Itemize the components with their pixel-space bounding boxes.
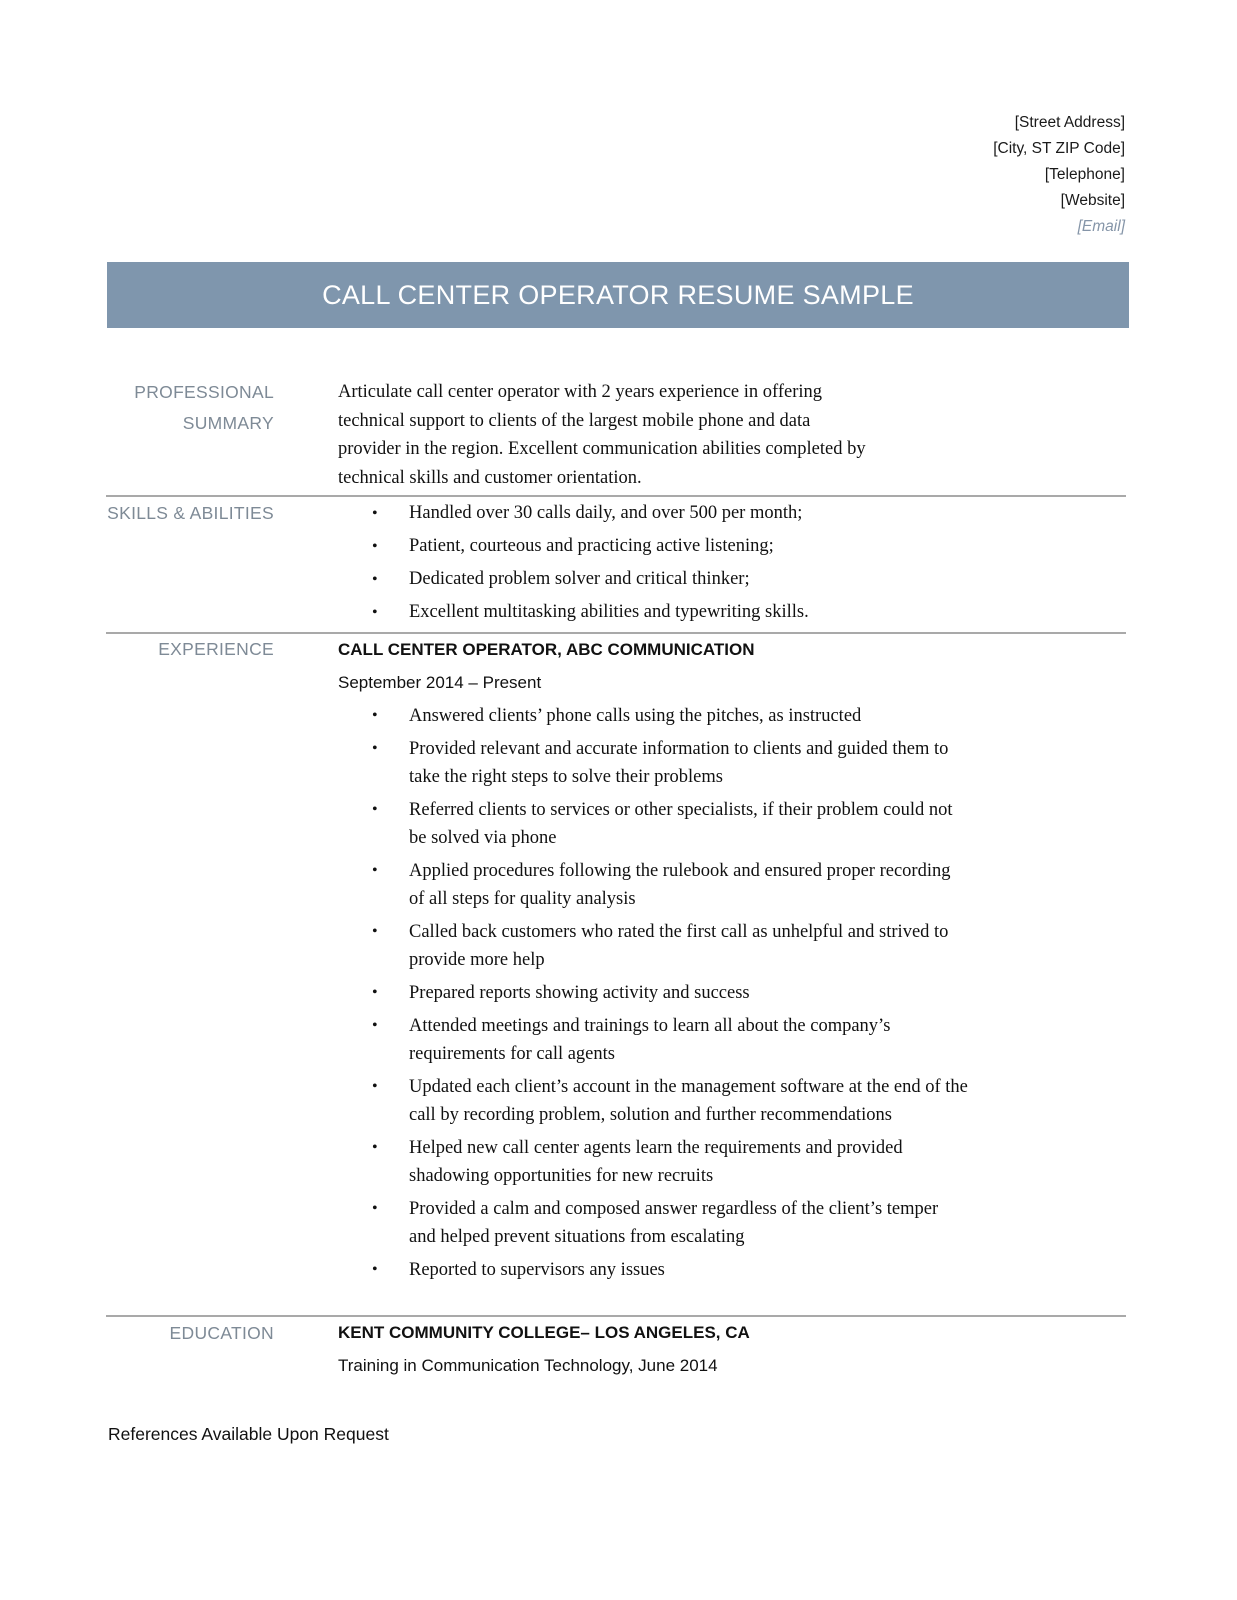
list-item: • Referred clients to services or other specialists, if their problem could not be solved via phone bbox=[372, 796, 969, 852]
skills-list bbox=[372, 497, 809, 629]
telephone: [Telephone] bbox=[1044, 166, 1125, 183]
label-line: PROFESSIONAL bbox=[134, 382, 274, 402]
document-title: CALL CENTER OPERATOR RESUME SAMPLE bbox=[322, 279, 914, 310]
list-item: • Answered clients’ phone calls using the pitches, as instructed bbox=[372, 702, 969, 730]
website: [Website] bbox=[1060, 192, 1125, 209]
list-item: • Prepared reports showing activity and success bbox=[372, 979, 969, 1007]
experience-list bbox=[372, 702, 969, 1289]
list-item: • Handled over 30 calls daily, and over 500 per month; bbox=[372, 497, 809, 530]
section-label-education: EDUCATION bbox=[169, 1323, 274, 1343]
job-title: CALL CENTER OPERATOR, ABC COMMUNICATION bbox=[338, 640, 755, 659]
list-item: • Excellent multitasking abilities and typewriting skills. bbox=[372, 596, 809, 629]
contact-block bbox=[993, 110, 1125, 240]
references-note: References Available Upon Request bbox=[108, 1424, 389, 1444]
list-item: • Provided a calm and composed answer regardless of the client’s temper and helped prevent situations from escalating bbox=[372, 1195, 969, 1251]
summary-line: provider in the region. Excellent communication abilities completed by bbox=[338, 439, 866, 459]
list-item: • Called back customers who rated the first call as unhelpful and strived to provide more help bbox=[372, 918, 969, 974]
city-state-zip: [City, ST ZIP Code] bbox=[993, 140, 1125, 157]
section-label-experience: EXPERIENCE bbox=[158, 639, 274, 659]
job-dates: September 2014 – Present bbox=[338, 673, 542, 692]
section-label-professional-summary bbox=[106, 377, 274, 439]
section-divider bbox=[106, 1315, 1126, 1317]
list-item: • Updated each client’s account in the management software at the end of the call by recording problem, solution and further recommendations bbox=[372, 1073, 969, 1129]
street-address: [Street Address] bbox=[1014, 114, 1125, 131]
school-name: KENT COMMUNITY COLLEGE– LOS ANGELES, CA bbox=[338, 1323, 750, 1342]
list-item: • Attended meetings and trainings to learn all about the company’s requirements for call agents bbox=[372, 1012, 969, 1068]
summary-line: Articulate call center operator with 2 years experience in offering bbox=[338, 382, 823, 402]
education-detail: Training in Communication Technology, June 2014 bbox=[338, 1356, 718, 1375]
title-banner bbox=[107, 262, 1129, 328]
list-item: • Helped new call center agents learn the requirements and provided shadowing opportunities for new recruits bbox=[372, 1134, 969, 1190]
list-item: • Dedicated problem solver and critical thinker; bbox=[372, 563, 809, 596]
summary-line: technical skills and customer orientation. bbox=[338, 467, 642, 488]
summary-text bbox=[338, 378, 866, 492]
email: [Email] bbox=[1077, 218, 1125, 235]
summary-line: technical support to clients of the largest mobile phone and data bbox=[338, 410, 811, 431]
list-item: • Provided relevant and accurate information to clients and guided them to take the right steps to solve their problems bbox=[372, 735, 969, 791]
label-line: SUMMARY bbox=[182, 413, 274, 433]
list-item: • Reported to supervisors any issues bbox=[372, 1256, 969, 1284]
list-item: • Patient, courteous and practicing active listening; bbox=[372, 530, 809, 563]
list-item: • Applied procedures following the rulebook and ensured proper recording of all steps for quality analysis bbox=[372, 857, 969, 913]
section-label-skills: SKILLS & ABILITIES bbox=[107, 503, 274, 523]
